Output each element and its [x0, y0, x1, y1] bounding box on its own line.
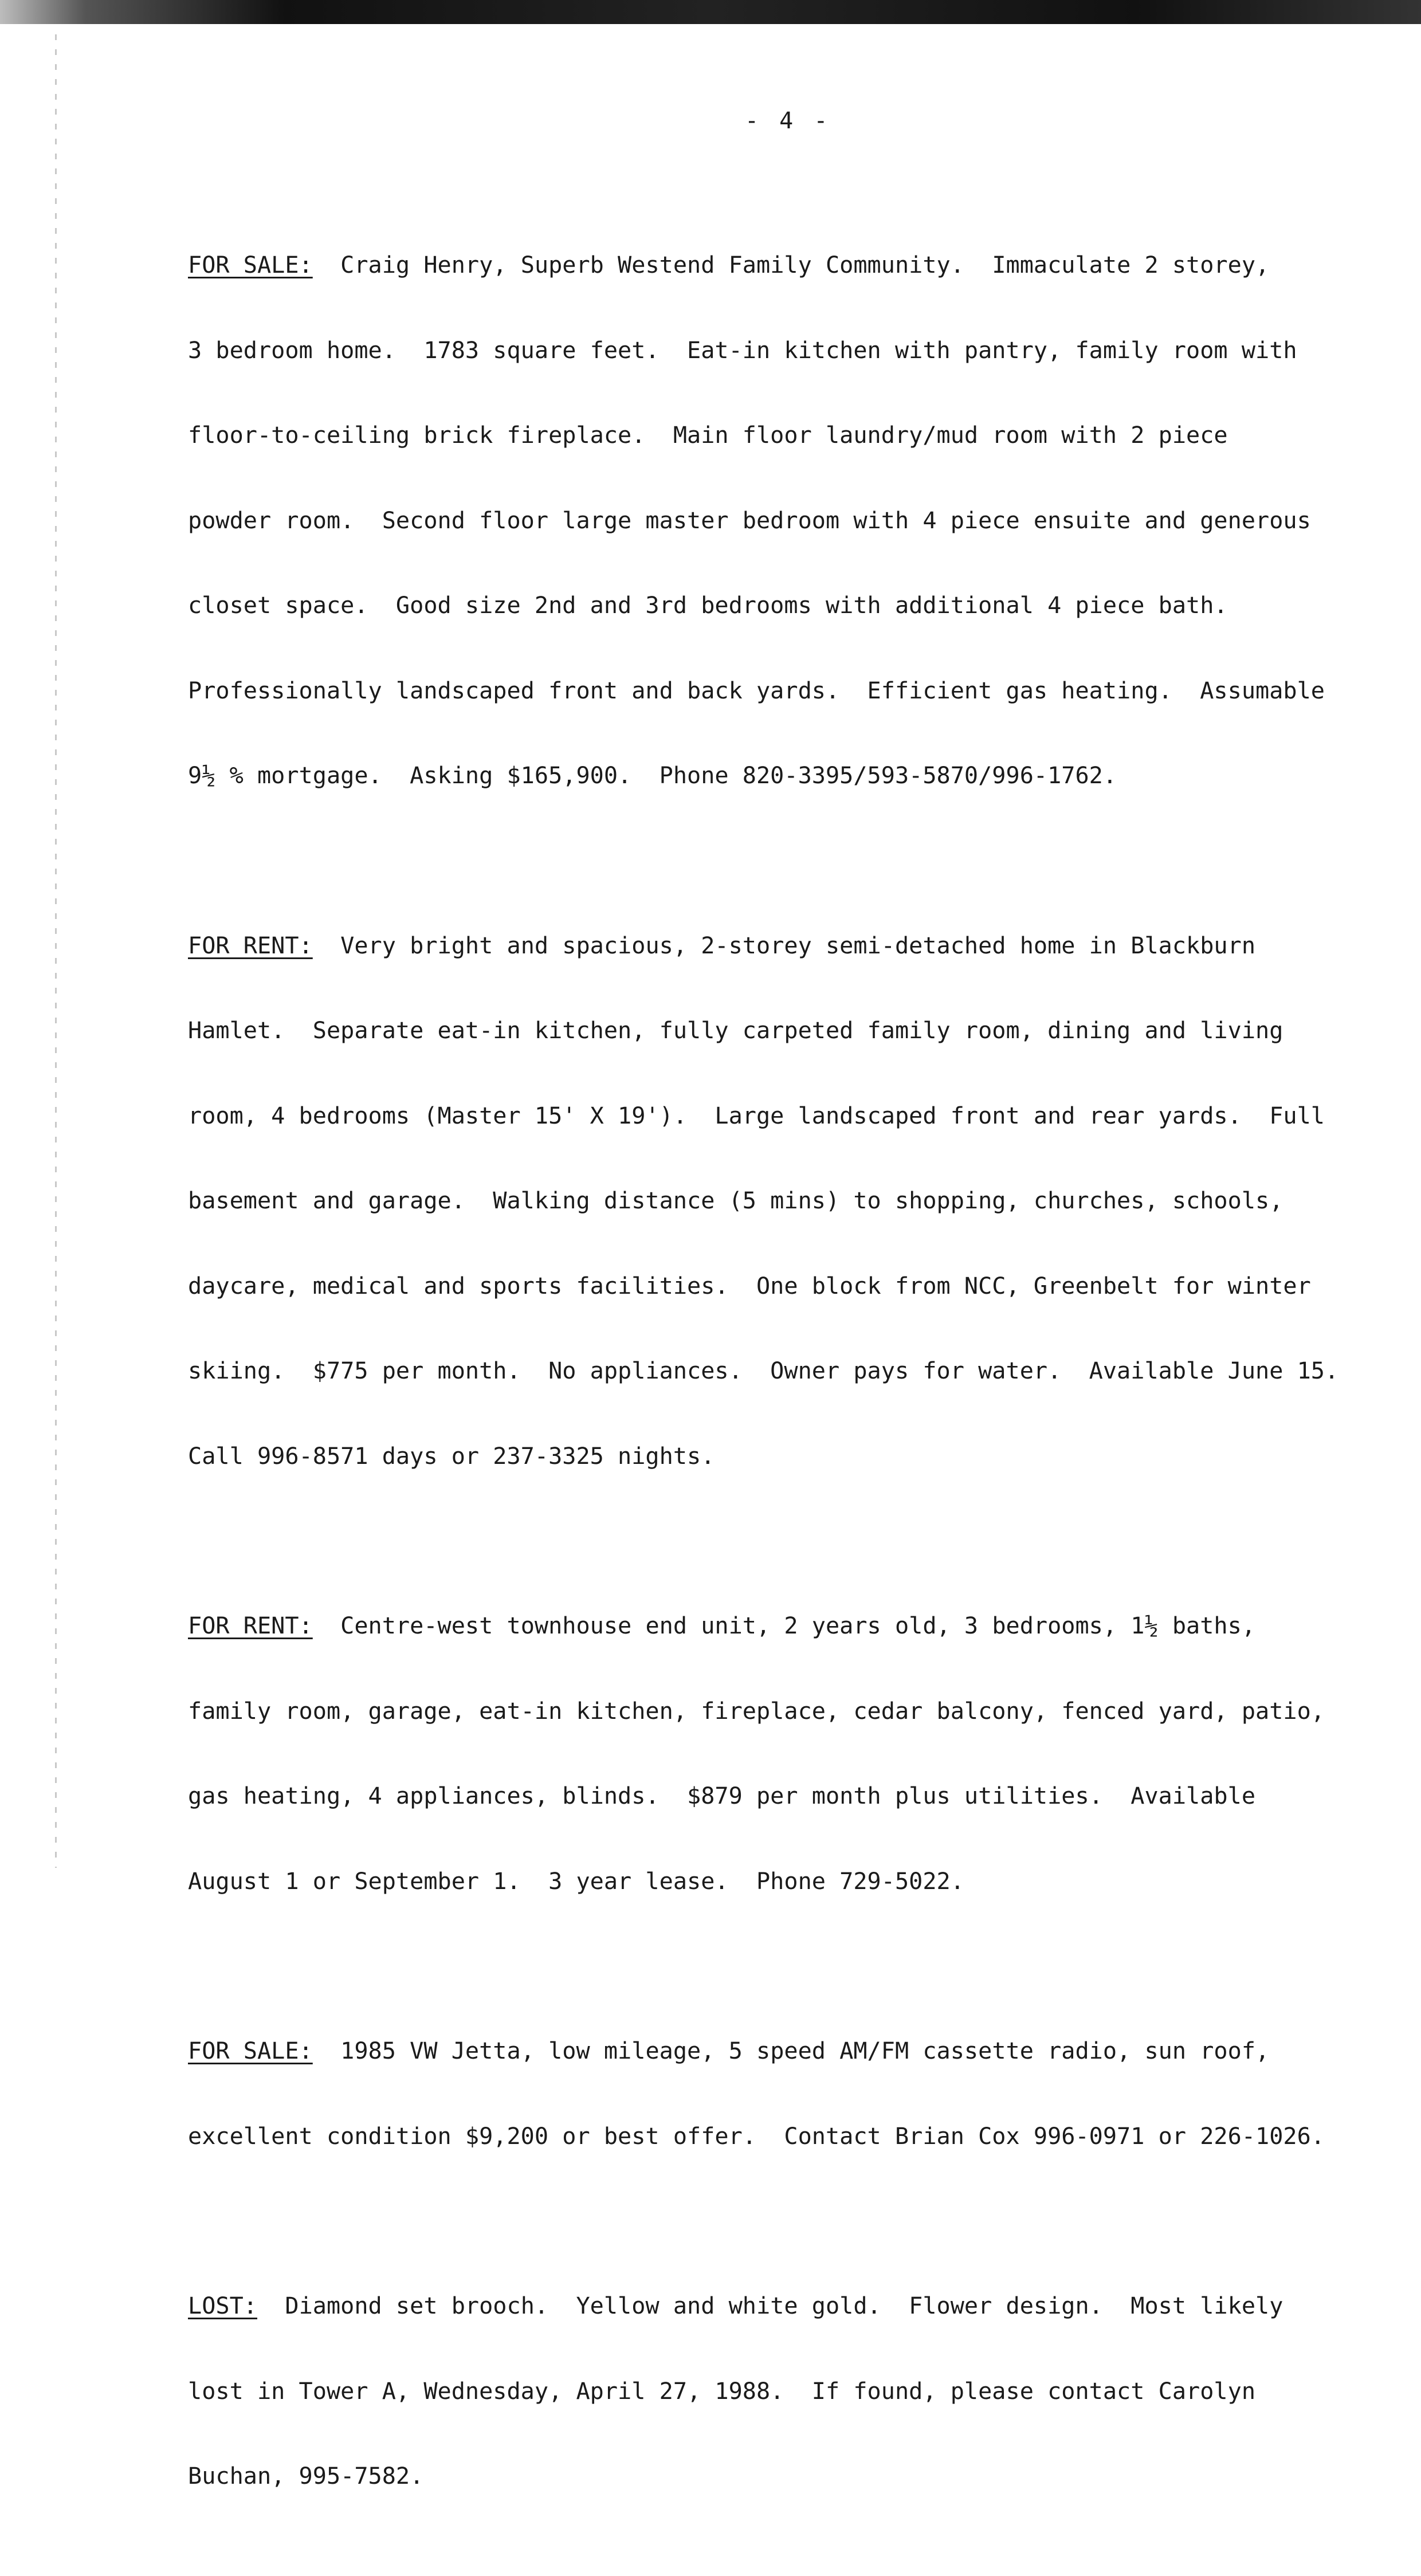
ad-text: Centre-west townhouse end unit, 2 years old, 3 bedrooms, 1½ baths, — [312, 1613, 1256, 1639]
ad-label: FOR SALE: — [188, 2038, 313, 2064]
ad-text: powder room. Second floor large master bedroom with 4 piece ensuite and generous — [188, 507, 1311, 534]
ad-label: LOST: — [188, 2293, 257, 2319]
ad-text: Very bright and spacious, 2-storey semi-detached home in Blackburn — [312, 932, 1256, 959]
ad-text: Diamond set brooch. Yellow and white gold. Flower design. Most likely — [257, 2293, 1283, 2319]
ad-lost-brooch — [188, 2236, 1380, 2548]
ad-text: floor-to-ceiling brick fireplace. Main floor laundry/mud room with 2 piece — [188, 422, 1228, 449]
ad-text: 1985 VW Jetta, low mileage, 5 speed AM/FM cassette radio, sun roof, — [312, 2038, 1270, 2064]
ad-text: lost in Tower A, Wednesday, April 27, 1988. If found, please contact Carolyn — [188, 2378, 1256, 2405]
ad-text: Hamlet. Separate eat-in kitchen, fully carpeted family room, dining and living — [188, 1018, 1283, 1044]
scan-border-top — [0, 0, 1421, 24]
ad-line — [188, 2292, 1380, 2321]
ad-line — [188, 932, 1380, 961]
ad-text: gas heating, 4 appliances, blinds. $879 per month plus utilities. Available — [188, 1783, 1256, 1809]
ad-for-sale-house — [188, 195, 1380, 847]
ad-line — [188, 1612, 1380, 1641]
ad-label: FOR RENT: — [188, 932, 313, 959]
classified-ads — [188, 195, 1380, 2576]
scan-border-left — [55, 34, 57, 1868]
ad-text: Professionally landscaped front and back yards. Efficient gas heating. Assumable — [188, 677, 1325, 704]
ad-text: room, 4 bedrooms (Master 15' X 19'). Large landscaped front and rear yards. Full — [188, 1102, 1325, 1129]
page-number: - 4 - — [745, 108, 831, 134]
ad-text: daycare, medical and sports facilities. One block from NCC, Greenbelt for winter — [188, 1273, 1311, 1299]
ad-line — [188, 252, 1380, 280]
ad-text: August 1 or September 1. 3 year lease. Phone 729-5022. — [188, 1868, 964, 1895]
ad-label: FOR RENT: — [188, 1613, 313, 1639]
ad-text: excellent condition $9,200 or best offer. Contact Brian Cox 996-0971 or 226-1026. — [188, 2123, 1325, 2150]
ad-line — [188, 2037, 1380, 2066]
ad-text: Buchan, 995-7582. — [188, 2463, 424, 2489]
ad-text: skiing. $775 per month. No appliances. Owner pays for water. Available June 15. — [188, 1358, 1339, 1384]
ad-text: 3 bedroom home. 1783 square feet. Eat-in kitchen with pantry, family room with — [188, 337, 1297, 364]
ad-text: 9½ % mortgage. Asking $165,900. Phone 820-3395/593-5870/996-1762. — [188, 763, 1117, 789]
ad-label: FOR SALE: — [188, 252, 313, 278]
ad-text: Call 996-8571 days or 237-3325 nights. — [188, 1443, 715, 1470]
ad-for-rent-semi — [188, 875, 1380, 1528]
ad-text: family room, garage, eat-in kitchen, fireplace, cedar balcony, fenced yard, patio, — [188, 1698, 1325, 1725]
ad-text: closet space. Good size 2nd and 3rd bedrooms with additional 4 piece bath. — [188, 592, 1228, 619]
ad-for-rent-townhouse — [188, 1556, 1380, 1953]
ad-text: Craig Henry, Superb Westend Family Community. Immaculate 2 storey, — [312, 252, 1270, 278]
ad-for-sale-car — [188, 1981, 1380, 2208]
ad-text: basement and garage. Walking distance (5 mins) to shopping, churches, schools, — [188, 1188, 1283, 1214]
